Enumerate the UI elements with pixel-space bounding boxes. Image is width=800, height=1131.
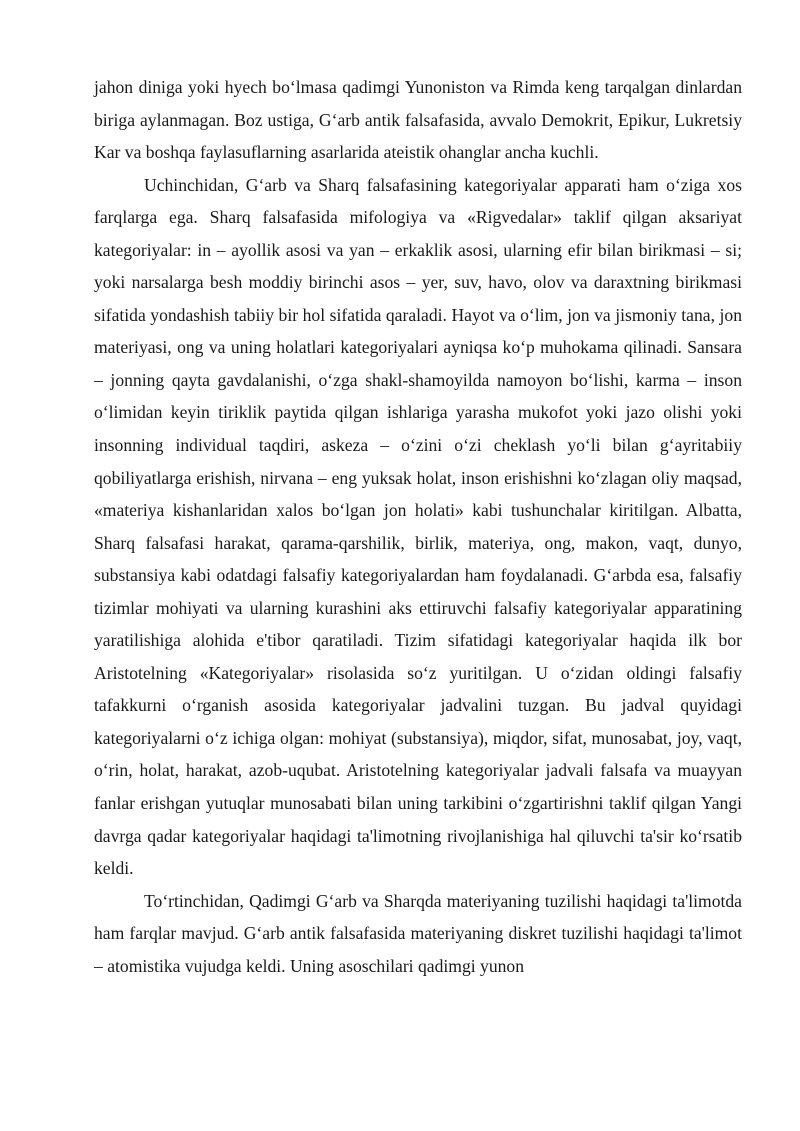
document-body (94, 71, 742, 982)
paragraph-2: Uchinchidan, G‘arb va Sharq falsafasining kategoriyalar apparati ham o‘ziga xos farqlarga ega. Sharq falsafasida mifologiya va «Rigvedalar» taklif qilgan aksariyat kategoriyalar: in – ayollik asosi va yan – erkaklik asosi, ularning efir bilan birikmasi – si; yoki narsalarga besh moddiy birinchi asos – yer, suv, havo, olov va daraxtning birikmasi sifatida yondashish tabiiy bir hol sifatida qaraladi. Hayot va o‘lim, jon va jismoniy tana, jon materiyasi, ong va uning holatlari kategoriyalari ayniqsa ko‘p muhokama qilinadi. Sansara – jonning qayta gavdalanishi, o‘zga shakl-shamoyilda namoyon bo‘lishi, karma – inson o‘limidan keyin tiriklik paytida qilgan ishlariga yarasha mukofot yoki jazo olishi yoki insonning individual taqdiri, askeza – o‘zini o‘zi cheklash yo‘li bilan g‘ayritabiiy qobiliyatlarga erishish, nirvana – eng yuksak holat, inson erishishni ko‘zlagan oliy maqsad, «materiya kishanlaridan xalos bo‘lgan jon holati» kabi tushunchalar kiritilgan. Albatta, Sharq falsafasi harakat, qarama-qarshilik, birlik, materiya, ong, makon, vaqt, dunyo, substansiya kabi odatdagi falsafiy kategoriyalardan ham foydalanadi. G‘arbda esa, falsafiy tizimlar mohiyati va ularning kurashini aks ettiruvchi falsafiy kategoriyalar apparatining yaratilishiga alohida e'tibor qaratiladi. Tizim sifatidagi kategoriyalar haqida ilk bor Aristotelning «Kategoriyalar» risolasida so‘z yuritilgan. U o‘zidan oldingi falsafiy tafakkurni o‘rganish asosida kategoriyalar jadvalini tuzgan. Bu jadval quyidagi kategoriyalarni o‘z ichiga olgan: mohiyat (substansiya), miqdor, sifat, munosabat, joy, vaqt, o‘rin, holat, harakat, azob-uqubat. Aristotelning kategoriyalar jadvali falsafa va muayyan fanlar erishgan yutuqlar munosabati bilan uning tarkibini o‘zgartirishni taklif qilgan Yangi davrga qadar kategoriyalar haqidagi ta'limotning rivojlanishiga hal qiluvchi ta'sir ko‘rsatib keldi. (94, 174, 742, 879)
paragraph-3: To‘rtinchidan, Qadimgi G‘arb va Sharqda materiyaning tuzilishi haqidagi ta'limotda ham farqlar mavjud. G‘arb antik falsafasida materiyaning diskret tuzilishi haqidagi ta'limot – atomistika vujudga keldi. Uning asoschilari qadimgi yunon (94, 890, 742, 976)
paragraph-1: jahon diniga yoki hyech bo‘lmasa qadimgi Yunoniston va Rimda keng tarqalgan dinlardan biriga aylanmagan. Boz ustiga, G‘arb antik falsafasida, avvalo Demokrit, Epikur, Lukretsiy Kar va boshqa faylasuflarning asarlarida ateistik ohanglar ancha kuchli. (94, 77, 742, 163)
